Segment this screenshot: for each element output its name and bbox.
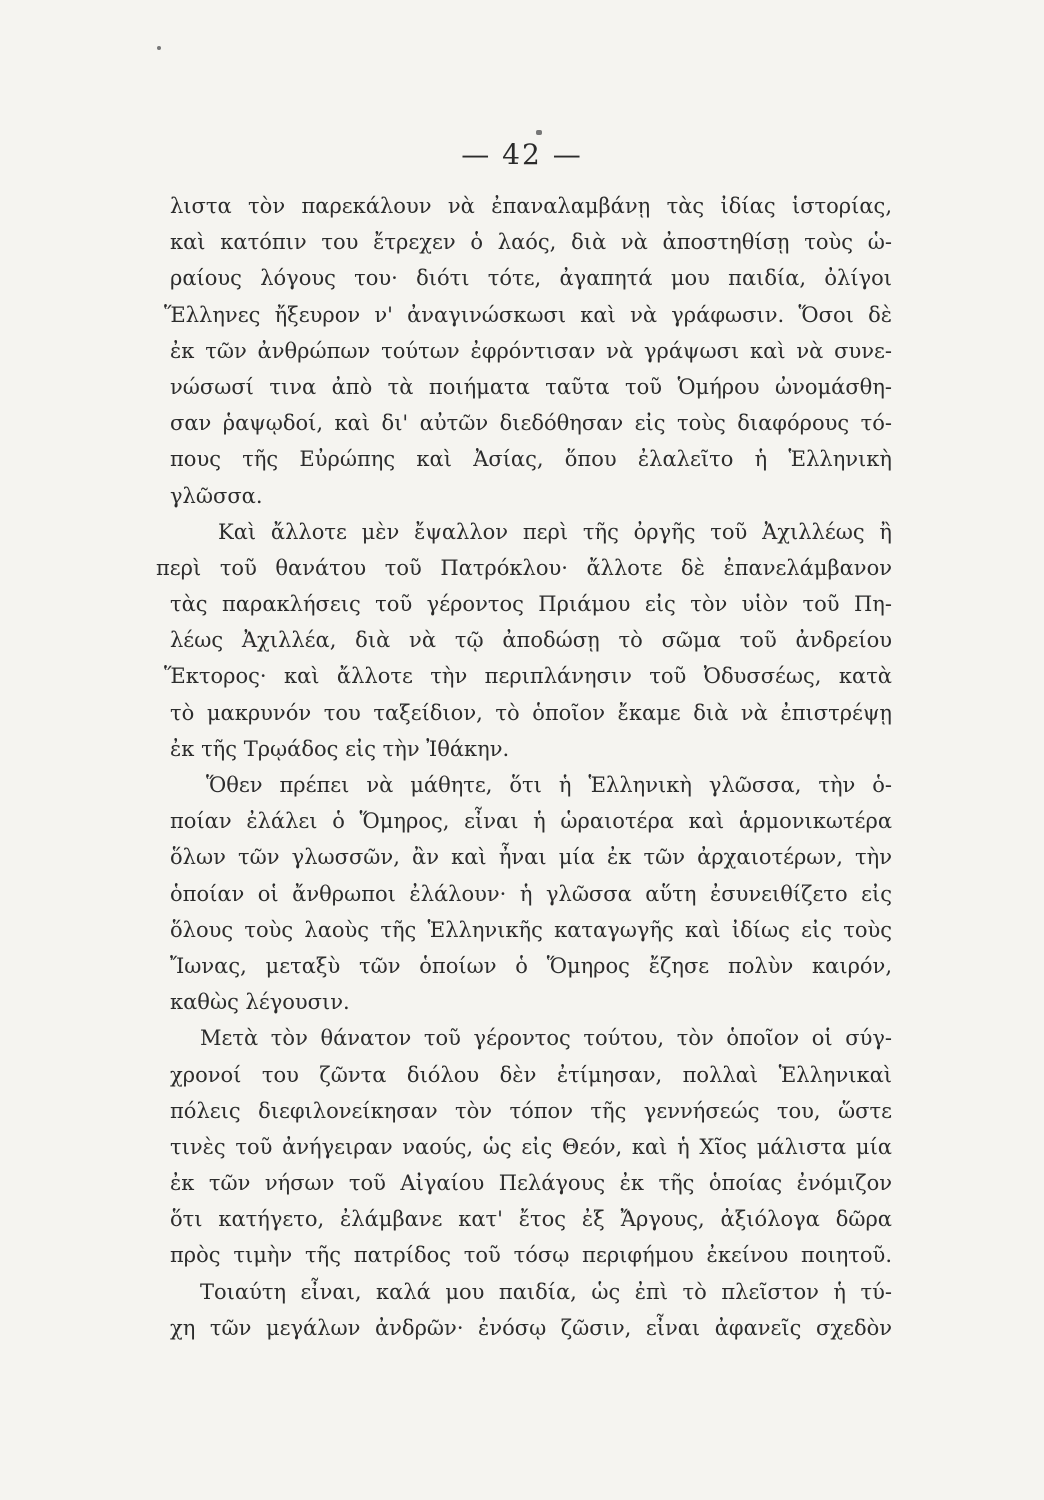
text-line: Ἕλληνες ἤξευρον ν' ἀναγινώσκωσι καὶ νὰ γράφωσιν. Ὅσοι δὲ — [164, 302, 892, 327]
body-text — [156, 188, 892, 1346]
text-line: χρονοί του ζῶντα διόλου δὲν ἐτίμησαν, πολλαὶ Ἑλληνικαὶ — [170, 1062, 892, 1087]
text-line: λέως Ἀχιλλέα, διὰ νὰ τῷ ἀποδώσῃ τὸ σῶμα τοῦ ἀνδρείου — [170, 628, 892, 653]
page-number: — 42 — — [461, 138, 583, 171]
text-line: ὅτι κατήγετο, ἐλάμβανε κατ' ἔτος ἐξ Ἄργους, ἀξιόλογα δῶρα — [170, 1207, 892, 1232]
text-line: Ἕκτορος· καὶ ἄλλοτε τὴν περιπλάνησιν τοῦ Ὀδυσσέως, κατὰ — [164, 664, 892, 689]
text-line: σαν ῥαψῳδοί, καὶ δι' αὐτῶν διεδόθησαν εἰς τοὺς διαφόρους τό- — [170, 411, 892, 436]
paragraph-start-line: Τοιαύτη εἶναι, καλά μου παιδία, ὡς ἐπὶ τὸ πλεῖστον ἡ τύ- — [200, 1279, 892, 1304]
text-line: ποίαν ἐλάλει ὁ Ὅμηρος, εἶναι ἡ ὡραιοτέρα καὶ ἁρμονικωτέρα — [170, 809, 892, 834]
text-line: τὰς παρακλήσεις τοῦ γέροντος Πριάμου εἰς τὸν υἱὸν τοῦ Πη- — [170, 592, 892, 617]
text-line: ὅλους τοὺς λαοὺς τῆς Ἑλληνικῆς καταγωγῆς καὶ ἰδίως εἰς τοὺς — [170, 917, 892, 942]
text-line: πόλεις διεφιλονείκησαν τὸν τόπον τῆς γεννήσεώς του, ὥστε — [170, 1098, 892, 1123]
text-line: καθὼς λέγουσιν. — [170, 990, 350, 1015]
text-line: πους τῆς Εὐρώπης καὶ Ἀσίας, ὅπου ἐλαλεῖτο ἡ Ἑλληνικὴ — [170, 447, 892, 472]
text-line: Ἴωνας, μεταξὺ τῶν ὁποίων ὁ Ὅμηρος ἔζησε πολὺν καιρόν, — [170, 953, 892, 978]
text-line: ὁποίαν οἱ ἄνθρωποι ἐλάλουν· ἡ γλῶσσα αὕτη ἐσυνειθίζετο εἰς — [170, 881, 892, 906]
text-line: γλῶσσα. — [170, 483, 263, 508]
paragraph-start-line: Καὶ ἄλλοτε μὲν ἔψαλλον περὶ τῆς ὀργῆς τοῦ Ἀχιλλέως ἢ — [218, 519, 892, 544]
text-line: ἐκ τῶν νήσων τοῦ Αἰγαίου Πελάγους ἐκ τῆς ὁποίας ἐνόμιζον — [170, 1171, 892, 1196]
text-line: ἐκ τῶν ἀνθρώπων τούτων ἐφρόντισαν νὰ γράψωσι καὶ νὰ συνε- — [170, 338, 892, 363]
text-line: περὶ τοῦ θανάτου τοῦ Πατρόκλου· ἄλλοτε δὲ ἐπανελάμβανον — [156, 555, 892, 580]
paragraph-start-line: Μετὰ τὸν θάνατον τοῦ γέροντος τούτου, τὸν ὁποῖον οἱ σύγ- — [200, 1026, 892, 1051]
ink-speck — [536, 130, 542, 135]
text-line: τὸ μακρυνόν του ταξείδιον, τὸ ὁποῖον ἔκαμε διὰ νὰ ἐπιστρέψῃ — [170, 700, 892, 725]
ink-speck — [157, 46, 161, 50]
text-line: ἐκ τῆς Τρῳάδος εἰς τὴν Ἰθάκην. — [170, 736, 510, 761]
text-line: πρὸς τιμὴν τῆς πατρίδος τοῦ τόσῳ περιφήμου ἐκείνου ποιητοῦ. — [170, 1243, 892, 1268]
text-line: τινὲς τοῦ ἀνήγειραν ναούς, ὡς εἰς Θεόν, καὶ ἡ Χῖος μάλιστα μία — [170, 1134, 892, 1159]
paragraph-start-line: Ὅθεν πρέπει νὰ μάθητε, ὅτι ἡ Ἑλληνικὴ γλῶσσα, τὴν ὁ- — [206, 773, 892, 797]
text-line: νώσωσί τινα ἀπὸ τὰ ποιήματα ταῦτα τοῦ Ὁμήρου ὠνομάσθη- — [170, 374, 892, 399]
text-line: καὶ κατόπιν του ἔτρεχεν ὁ λαός, διὰ νὰ ἀποστηθίσῃ τοὺς ὡ- — [170, 230, 892, 255]
text-line: λιστα τὸν παρεκάλουν νὰ ἐπαναλαμβάνῃ τὰς ἰδίας ἱστορίας, — [170, 194, 892, 218]
text-line: χη τῶν μεγάλων ἀνδρῶν· ἐνόσῳ ζῶσιν, εἶναι ἀφανεῖς σχεδὸν — [170, 1315, 892, 1340]
text-line: ὅλων τῶν γλωσσῶν, ἂν καὶ ἦναι μία ἐκ τῶν ἀρχαιοτέρων, τὴν — [170, 845, 892, 870]
text-line: ραίους λόγους του· διότι τότε, ἀγαπητά μου παιδία, ὀλίγοι — [170, 266, 892, 291]
